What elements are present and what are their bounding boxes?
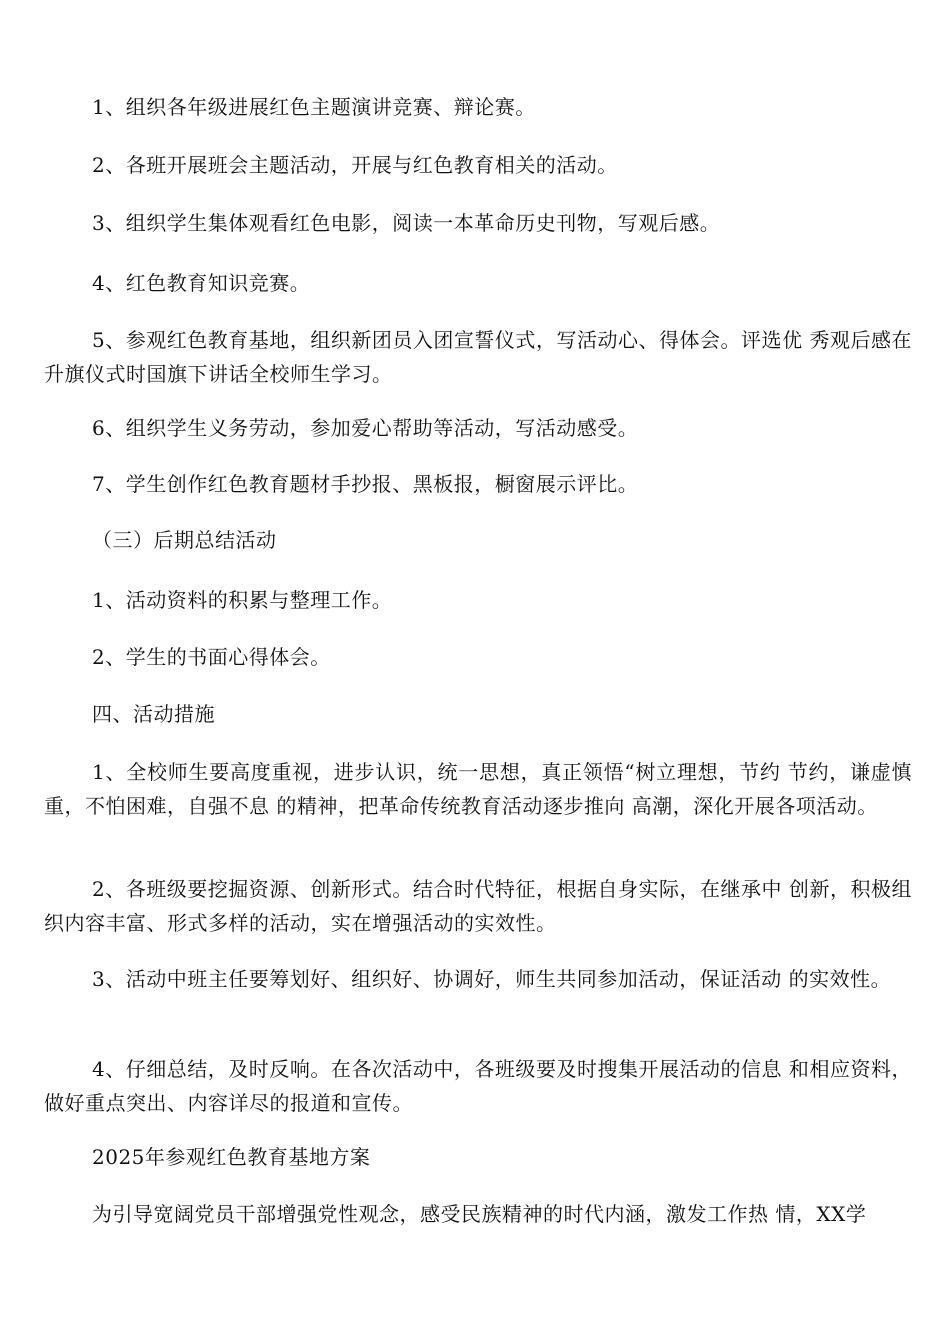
paragraph-summary-1: 1、活动资料的积累与整理工作。 — [92, 588, 393, 612]
paragraph-activity-3: 3、组织学生集体观看红色电影，阅读一本革命历史刊物，写观后感。 — [92, 211, 721, 235]
paragraph-summary-2: 2、学生的书面心得体会。 — [92, 645, 331, 669]
section-heading-measures: 四、活动措施 — [92, 702, 215, 726]
paragraph-measures-1: 1、全校师生要高度重视，进步认识，统一思想，真正领悟“树立理想，节约 节约，谦虚慎重，不怕困难，自强不息 的精神，把革命传统教育活动逐步推向 高潮，深化开展各项活动。 — [44, 760, 912, 818]
paragraph-activity-6: 6、组织学生义务劳动，参加爱心帮助等活动，写活动感受。 — [92, 416, 639, 440]
paragraph-activity-2: 2、各班开展班会主题活动，开展与红色教育相关的活动。 — [92, 153, 618, 177]
paragraph-activity-5: 5、参观红色教育基地，组织新团员入团宣誓仪式，写活动心、得体会。评选优 秀观后感在升旗仪式时国旗下讲话全校师生学习。 — [44, 328, 912, 386]
section-heading-summary: （三）后期总结活动 — [92, 528, 277, 552]
document-subtitle: 2025年参观红色教育基地方案 — [92, 1145, 371, 1169]
paragraph-activity-4: 4、红色教育知识竞赛。 — [92, 271, 311, 295]
paragraph-activity-7: 7、学生创作红色教育题材手抄报、黑板报，橱窗展示评比。 — [92, 472, 639, 496]
paragraph-measures-2: 2、各班级要挖掘资源、创新形式。结合时代特征，根据自身实际，在继承中 创新，积极组织内容丰富、形式多样的活动，实在增强活动的实效性。 — [44, 877, 912, 935]
paragraph-intro: 为引导宽阔党员干部增强党性观念，感受民族精神的时代内涵，激发工作热 情，XX学 — [92, 1202, 867, 1226]
paragraph-measures-4: 4、仔细总结，及时反响。在各次活动中，各班级要及时搜集开展活动的信息 和相应资料，做好重点突出、内容详尽的报道和宣传。 — [44, 1057, 912, 1115]
paragraph-measures-3: 3、活动中班主任要筹划好、组织好、协调好，师生共同参加活动，保证活动 的实效性。 — [92, 967, 892, 991]
paragraph-activity-1: 1、组织各年级进展红色主题演讲竞赛、辩论赛。 — [92, 95, 536, 119]
